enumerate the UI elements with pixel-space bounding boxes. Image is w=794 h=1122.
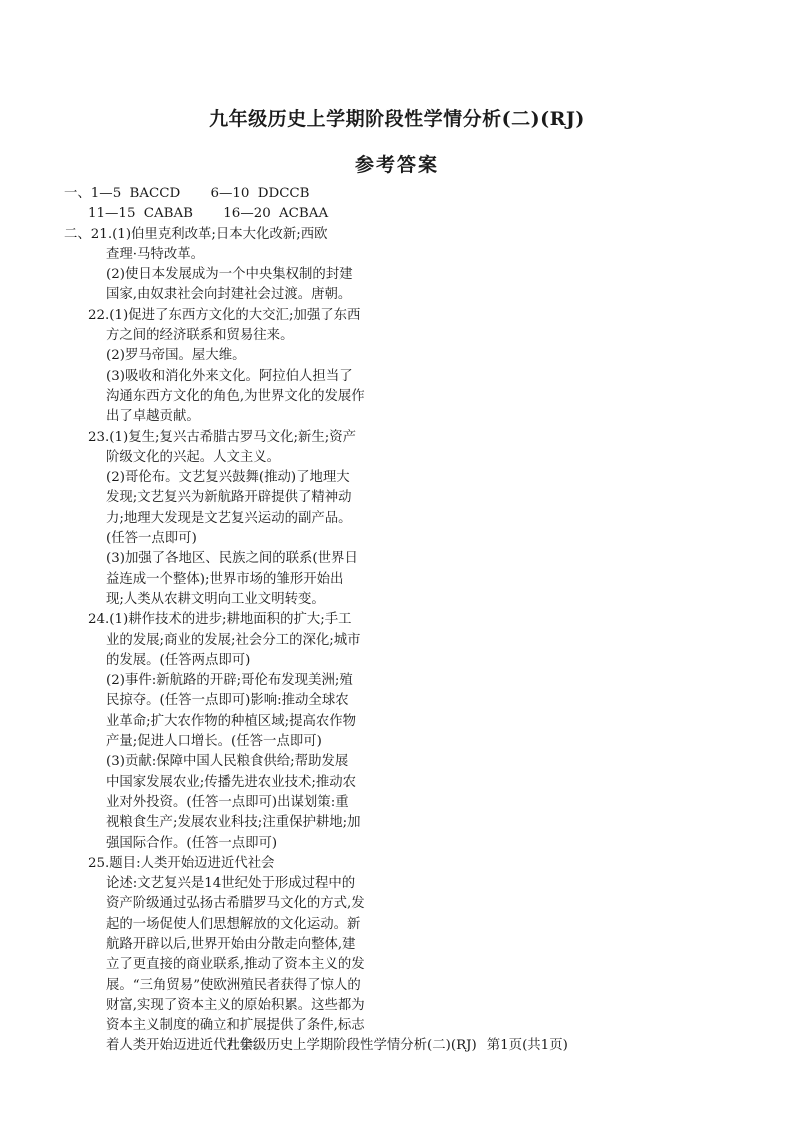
answer-line: 财富,实现了资本主义的原始积累。这些都为 [106,997,365,1013]
answer-line: 二、21.(1)伯里克利改革;日本大化改新;西欧 [64,226,328,242]
answer-line: 展。“三角贸易”使欧洲殖民者获得了惊人的 [106,977,361,993]
answer-line: 航路开辟以后,世界开始由分散走向整体,建 [106,936,356,952]
answer-line: 产量;促进人口增长。(任答一点即可) [106,734,322,750]
choice-answers-row-1 [64,184,390,204]
answer-content [64,184,390,1057]
answer-line: 益连成一个整体);世界市场的雏形开始出 [106,571,344,587]
answer-line: (3)加强了各地区、民族之间的联系(世界日 [106,551,358,567]
answer-line: 出了卓越贡献。 [106,409,200,425]
answer-letters: ACBAA [279,206,329,222]
page-title: 九年级历史上学期阶段性学情分析(二)(RJ) [209,108,585,130]
footer-page-number: 第1页(共1页) [486,1038,568,1053]
section-one-prefix: 一、 [64,186,91,201]
answer-line: (任答一点即可) [106,531,197,547]
answer-line: 沟通东西方文化的角色,为世界文化的发展作 [106,388,365,404]
answer-letters: DDCCB [257,186,310,201]
answer-line: 发现;文艺复兴为新航路开辟提供了精神动 [106,490,352,506]
answer-line: 查理·马特改革。 [106,246,204,262]
answer-line: (2)事件:新航路的开辟;哥伦布发现美洲;殖 [106,673,353,689]
answer-line: 业对外投资。(任答一点即可)出谋划策:重 [106,794,349,810]
answer-key-heading: 参考答案 [354,154,439,176]
answer-letters: BACCD [129,186,181,201]
answer-line: 民掠夺。(任答一点即可)影响:推动全球农 [106,693,349,709]
answer-line: (2)使日本发展成为一个中央集权制的封建 [106,267,353,283]
footer-doc-title: 九年级历史上学期阶段性学情分析(二)(RJ) [226,1038,477,1053]
answer-line: 论述:文艺复兴是14世纪处于形成过程中的 [106,876,356,892]
range-label: 1—5 [90,186,122,201]
answer-line: 业革命;扩大农作物的种植区域;提高农作物 [106,713,357,729]
answer-line: 强国际合作。(任答一点即可) [106,835,278,851]
answer-line: 阶级文化的兴起。人文主义。 [106,449,281,465]
answer-line: 25.题目:人类开始迈进近代社会 [88,855,275,871]
answer-line: 业的发展;商业的发展;社会分工的深化;城市 [106,632,361,648]
answer-line: 23.(1)复生;复兴古希腊古罗马文化;新生;资产 [88,429,357,445]
answer-line: 现;人类从农耕文明向工业文明转变。 [106,591,325,607]
answer-line: 着人类开始迈进近代社会。 [106,1038,267,1054]
answer-line: 24.(1)耕作技术的进步;耕地面积的扩大;手工 [88,612,352,628]
answer-letters: CABAB [143,206,194,222]
answer-line: 方之间的经济联系和贸易往来。 [106,328,294,344]
answer-line: 22.(1)促进了东西方文化的大交汇;加强了东西 [88,307,361,323]
answer-line: 视粮食生产;发展农业科技;注重保护耕地;加 [106,815,361,831]
answer-line: (3)吸收和消化外来文化。阿拉伯人担当了 [106,368,353,384]
range-label: 16—20 [223,206,271,222]
answer-line: 资本主义制度的确立和扩展提供了条件,标志 [106,1018,365,1034]
range-label: 11—15 [88,206,136,222]
answer-line: 的发展。(任答两点即可) [106,652,251,668]
answer-line: 中国家发展农业;传播先进农业技术;推动农 [106,774,357,790]
answer-line: 国家,由奴隶社会向封建社会过渡。唐朝。 [106,287,352,303]
range-label: 6—10 [210,186,250,201]
answer-line: 力;地理大发现是文艺复兴运动的副产品。 [106,510,352,526]
answer-line: 资产阶级通过弘扬古希腊罗马文化的方式,发 [106,896,365,912]
answer-line: 起的一场促使人们思想解放的文化运动。新 [106,916,361,932]
answer-line: (2)罗马帝国。屋大维。 [106,348,246,364]
answer-line: (3)贡献:保障中国人民粮食供给;帮助发展 [106,754,349,770]
choice-answers-row-2 [64,204,390,224]
answer-line: (2)哥伦布。文艺复兴鼓舞(推动)了地理大 [106,470,350,486]
page-footer [0,1034,794,1053]
answer-line: 立了更直接的商业联系,推动了资本主义的发 [106,957,365,973]
